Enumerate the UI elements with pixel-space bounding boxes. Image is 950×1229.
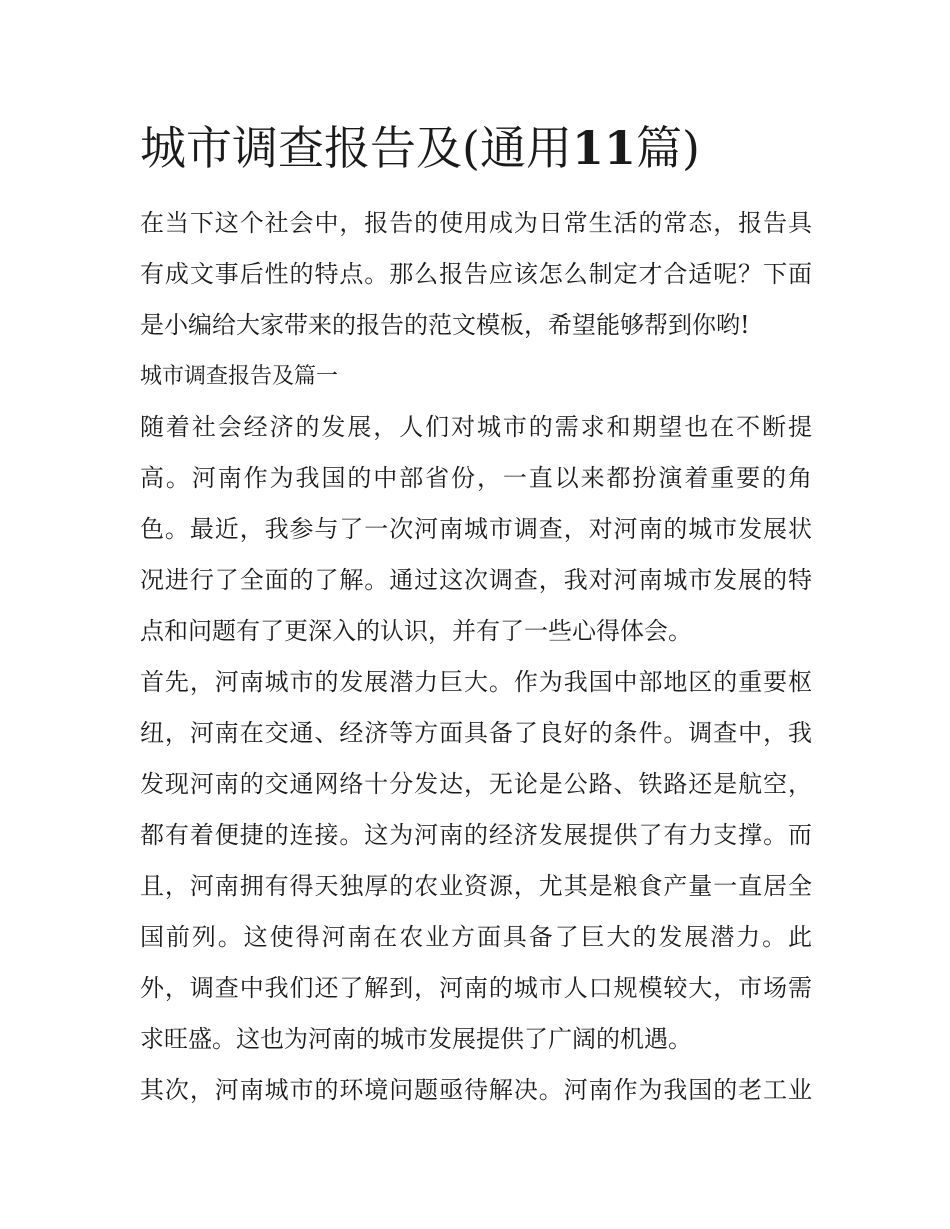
title-suffix: 篇): [635, 121, 700, 175]
title-number: 11: [571, 121, 636, 175]
section-heading: 城市调查报告及篇一: [140, 364, 339, 389]
text-line: 色。最近，我参与了一次河南城市调查，对河南的城市发展状: [140, 515, 812, 543]
text-line: 随着社会经济的发展，人们对城市的需求和期望也在不断提: [140, 413, 812, 441]
text-line: 有成文事后性的特点。那么报告应该怎么制定才合适呢？下面: [140, 260, 812, 288]
text-line: 发现河南的交通网络十分发达，无论是公路、铁路还是航空，: [140, 770, 812, 798]
document-title: [140, 118, 840, 178]
title-prefix: 城市调查报告及(通用: [140, 121, 572, 175]
text-line: 点和问题有了更深入的认识，并有了一些心得体会。: [140, 617, 692, 645]
document-body: [140, 198, 812, 1116]
text-line: 外，调查中我们还了解到，河南的城市人口规模较大，市场需: [140, 974, 812, 1002]
text-line: 况进行了全面的了解。通过这次调查，我对河南城市发展的特: [140, 566, 812, 594]
text-line: 求旺盛。这也为河南的城市发展提供了广阔的机遇。: [140, 1025, 692, 1053]
text-line: 且，河南拥有得天独厚的农业资源，尤其是粮食产量一直居全: [140, 872, 812, 900]
text-line: 在当下这个社会中，报告的使用成为日常生活的常态，报告具: [140, 209, 812, 237]
text-line: 首先，河南城市的发展潜力巨大。作为我国中部地区的重要枢: [140, 668, 812, 696]
text-line: 纽，河南在交通、经济等方面具备了良好的条件。调查中，我: [140, 719, 812, 747]
text-line: 其次，河南城市的环境问题亟待解决。河南作为我国的老工业: [140, 1076, 812, 1104]
text-line: 国前列。这使得河南在农业方面具备了巨大的发展潜力。此: [140, 923, 812, 951]
text-line: 是小编给大家带来的报告的范文模板，希望能够帮到你哟!: [140, 311, 750, 339]
text-line: 都有着便捷的连接。这为河南的经济发展提供了有力支撑。而: [140, 821, 812, 849]
text-line: 高。河南作为我国的中部省份，一直以来都扮演着重要的角: [140, 464, 812, 492]
